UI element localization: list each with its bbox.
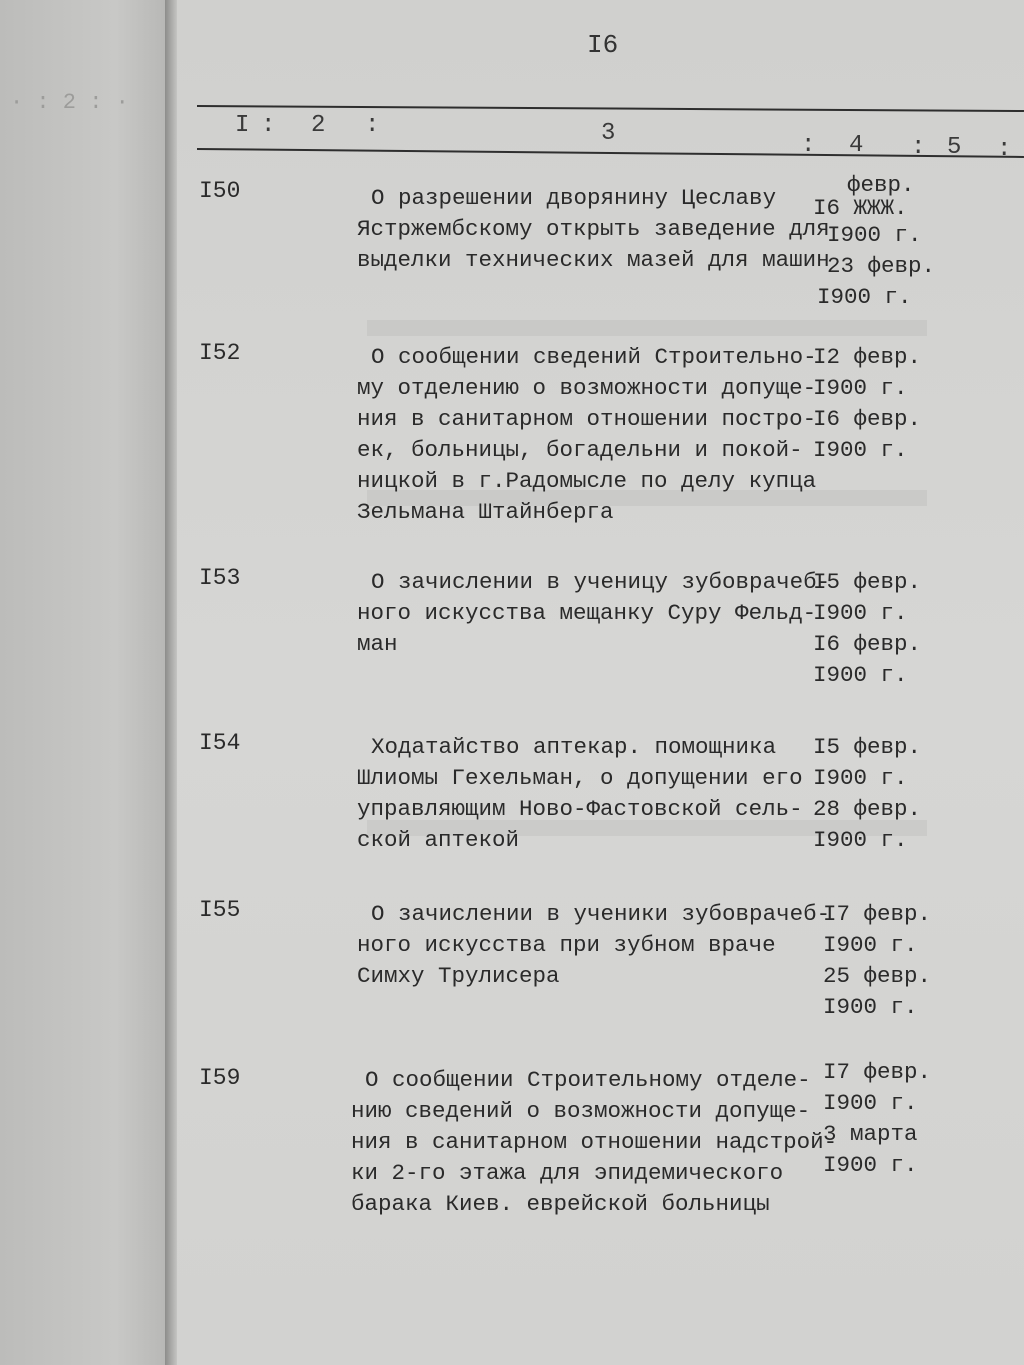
entry-number: I52 xyxy=(199,340,241,366)
date-line: 25 февр. xyxy=(823,963,932,989)
description-line: ской аптекой xyxy=(357,827,520,853)
date-line: I5 февр. xyxy=(813,734,922,760)
entry-description xyxy=(357,342,817,528)
description-line: О сообщении Строительному отделе- xyxy=(365,1067,811,1093)
description-line: Зельмана Штайнберга xyxy=(357,499,614,525)
description-line: О разрешении дворянину Цеславу xyxy=(371,185,777,211)
entry-dates xyxy=(813,172,977,313)
description-line: выделки технических мазей для машин xyxy=(357,247,830,273)
entry-dates xyxy=(823,899,953,1023)
date-line: I7 февр. xyxy=(823,1059,932,1085)
date-line: I900 г. xyxy=(813,827,908,853)
description-line: ния в санитарном отношении надстрой- xyxy=(351,1129,838,1155)
header-col-3: 3 xyxy=(601,120,616,147)
date-line: I900 г. xyxy=(813,375,908,401)
description-line: Шлиомы Гехельман, о допущении его xyxy=(357,765,803,791)
entry-description xyxy=(357,899,831,992)
page-number: I6 xyxy=(587,30,619,60)
date-line: I900 г. xyxy=(827,222,922,248)
date-line: I900 г. xyxy=(823,994,918,1020)
date-line: февр. xyxy=(847,172,915,198)
description-line: Симху Трулисера xyxy=(357,963,560,989)
date-line: I900 г. xyxy=(823,932,918,958)
description-line: ницкой в г.Радомысле по делу купца xyxy=(357,468,817,494)
date-line: I900 г. xyxy=(813,765,908,791)
date-line: I6 ЖЖЖ. xyxy=(813,195,908,221)
date-line: I5 февр. xyxy=(813,569,922,595)
entry-dates xyxy=(813,342,943,466)
description-line: ния в санитарном отношении постро- xyxy=(357,406,817,432)
entry-number: I54 xyxy=(199,730,241,756)
description-line: управляющим Ново-Фастовской сель- xyxy=(357,796,803,822)
entry-dates xyxy=(823,1057,953,1181)
date-line: I900 г. xyxy=(817,284,912,310)
entry-number: I55 xyxy=(199,897,241,923)
adjacent-page-header-mark: · : 2 : · xyxy=(10,90,129,115)
document-page xyxy=(177,0,1024,1365)
header-col-2: 2 xyxy=(311,112,326,139)
description-line: Ястржембскому открыть заведение для xyxy=(357,216,830,242)
date-line: I6 февр. xyxy=(813,406,922,432)
date-line: 3 марта xyxy=(823,1121,918,1147)
date-line: I900 г. xyxy=(823,1090,918,1116)
description-line: ман xyxy=(357,631,398,657)
description-line: О зачислении в ученики зубоврачеб- xyxy=(371,901,831,927)
entry-dates xyxy=(813,567,943,691)
entry-description xyxy=(357,732,817,856)
header-col-5: 5 xyxy=(947,134,962,161)
entry-number: I53 xyxy=(199,565,241,591)
header-sep: : xyxy=(801,132,816,159)
entry-dates xyxy=(813,732,943,856)
description-line: О сообщении сведений Строительно- xyxy=(371,344,817,370)
date-line: I7 февр. xyxy=(823,901,932,927)
description-line: ного искусства мещанку Суру Фельд- xyxy=(357,600,817,626)
book-gutter xyxy=(165,0,177,1365)
table-header xyxy=(177,110,1024,163)
date-line: I900 г. xyxy=(813,437,908,463)
description-line: ного искусства при зубном враче xyxy=(357,932,776,958)
header-sep: : xyxy=(997,136,1012,163)
entry-number: I59 xyxy=(199,1065,241,1091)
date-line: I900 г. xyxy=(813,662,908,688)
entry-number: I50 xyxy=(199,178,241,204)
entry-description xyxy=(351,1065,838,1220)
description-line: О зачислении в ученицу зубоврачеб- xyxy=(371,569,831,595)
description-line: ек, больницы, богадельни и покой- xyxy=(357,437,803,463)
entry-description xyxy=(357,567,831,660)
adjacent-page xyxy=(0,0,168,1365)
date-line: 28 февр. xyxy=(813,796,922,822)
date-line: I2 февр. xyxy=(813,344,922,370)
description-line: му отделению о возможности допуще- xyxy=(357,375,817,401)
date-line: I900 г. xyxy=(813,600,908,626)
header-sep: : xyxy=(911,134,926,161)
header-sep: : xyxy=(365,112,380,139)
description-line: ки 2-го этажа для эпидемического xyxy=(351,1160,784,1186)
header-sep: : xyxy=(261,112,276,139)
header-col-1: I xyxy=(235,112,250,139)
entry-description xyxy=(357,183,830,276)
description-line: нию сведений о возможности допуще- xyxy=(351,1098,811,1124)
bleed-through xyxy=(367,320,927,336)
date-line: I900 г. xyxy=(823,1152,918,1178)
description-line: Ходатайство аптекар. помощника xyxy=(371,734,777,760)
date-line: 23 февр. xyxy=(827,253,936,279)
description-line: барака Киев. еврейской больницы xyxy=(351,1191,770,1217)
header-col-4: 4 xyxy=(849,132,864,159)
date-line: I6 февр. xyxy=(813,631,922,657)
